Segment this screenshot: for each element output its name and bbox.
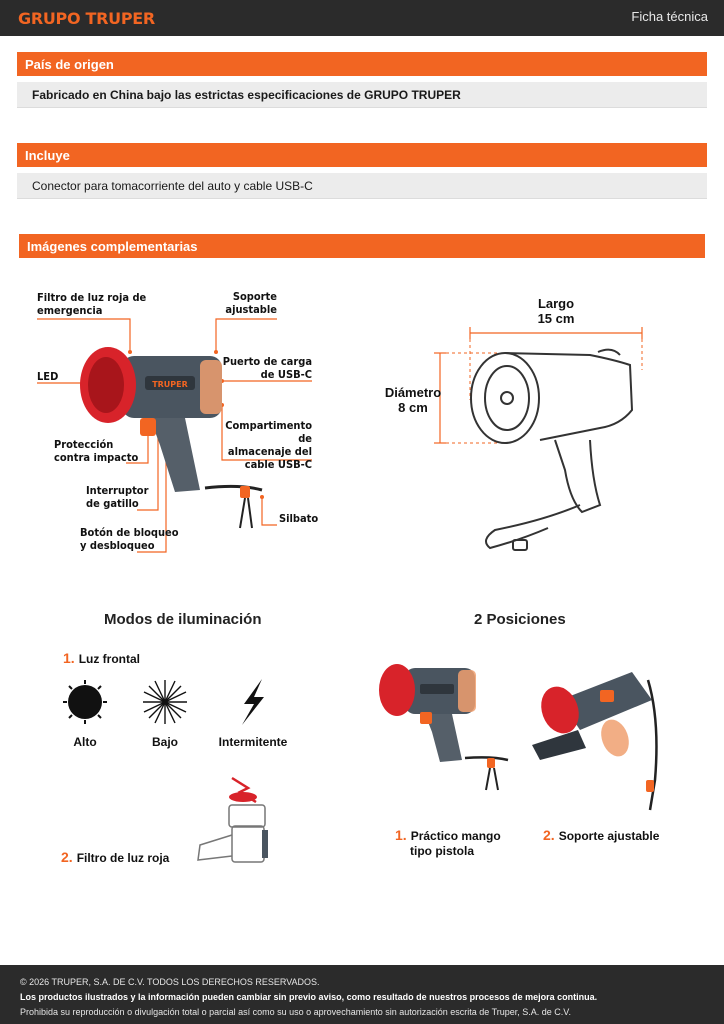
dimension-length: Largo 15 cm <box>537 296 575 326</box>
modes-title: Modos de iluminación <box>104 611 262 628</box>
callout-usb-port: Puerto de carga de USB-C <box>222 355 312 381</box>
callout-led: LED <box>37 370 59 383</box>
section-origin-text: Fabricado en China bajo las estrictas especificaciones de GRUPO TRUPER <box>17 82 707 108</box>
footer <box>0 965 724 1024</box>
product-logo-text: TRUPER <box>152 380 188 389</box>
footer-copyright: © 2026 TRUPER, S.A. DE C.V. TODOS LOS DERECHOS RESERVADOS. <box>20 977 320 987</box>
callout-lock: Botón de bloqueo y desbloqueo <box>80 526 179 552</box>
position-stand-label: 2. Soporte ajustable <box>543 827 660 843</box>
mode-high-label: Alto <box>73 735 97 749</box>
footer-prohibition: Prohibida su reproducción o divulgación total o parcial así como su uso o aprovechamiento sin autorización escrita de Truper, S.A. de C.V. <box>20 1007 571 1017</box>
position-pistol-label: 1. Práctico mango tipo pistola <box>395 827 501 858</box>
callout-trigger: Interruptor de gatillo <box>86 484 149 510</box>
callout-whistle: Silbato <box>279 512 319 525</box>
section-includes-text: Conector para tomacorriente del auto y cable USB-C <box>17 173 707 199</box>
position-stand-illustration <box>532 672 656 810</box>
section-origin-title: País de origen <box>17 52 707 76</box>
mode-low-label: Bajo <box>151 735 178 749</box>
section-includes-title: Incluye <box>17 143 707 167</box>
callout-impact: Protección contra impacto <box>54 438 139 464</box>
positions-title: 2 Posiciones <box>474 611 566 628</box>
document-type: Ficha técnica <box>631 9 708 24</box>
footer-notice: Los productos ilustrados y la información pueden cambiar sin previo aviso, como resultado de nuestros procesos de mejora continua. <box>20 992 598 1002</box>
callout-storage: Compartimento de almacenaje del cable USB-C <box>225 419 312 471</box>
mode-red-filter: 2. Filtro de luz roja <box>61 849 170 865</box>
section-images-title: Imágenes complementarias <box>19 234 705 258</box>
mode-front-light: 1. Luz frontal <box>63 650 141 666</box>
mode-flash-label: Intermitente <box>218 735 288 749</box>
callout-filter: Filtro de luz roja de emergencia <box>37 291 147 317</box>
position-pistol-illustration <box>379 664 508 790</box>
callout-support: Soporte ajustable <box>225 290 277 316</box>
brand-logo: GRUPO TRUPER <box>18 9 155 28</box>
dimension-diameter: Diámetro 8 cm <box>384 385 442 415</box>
